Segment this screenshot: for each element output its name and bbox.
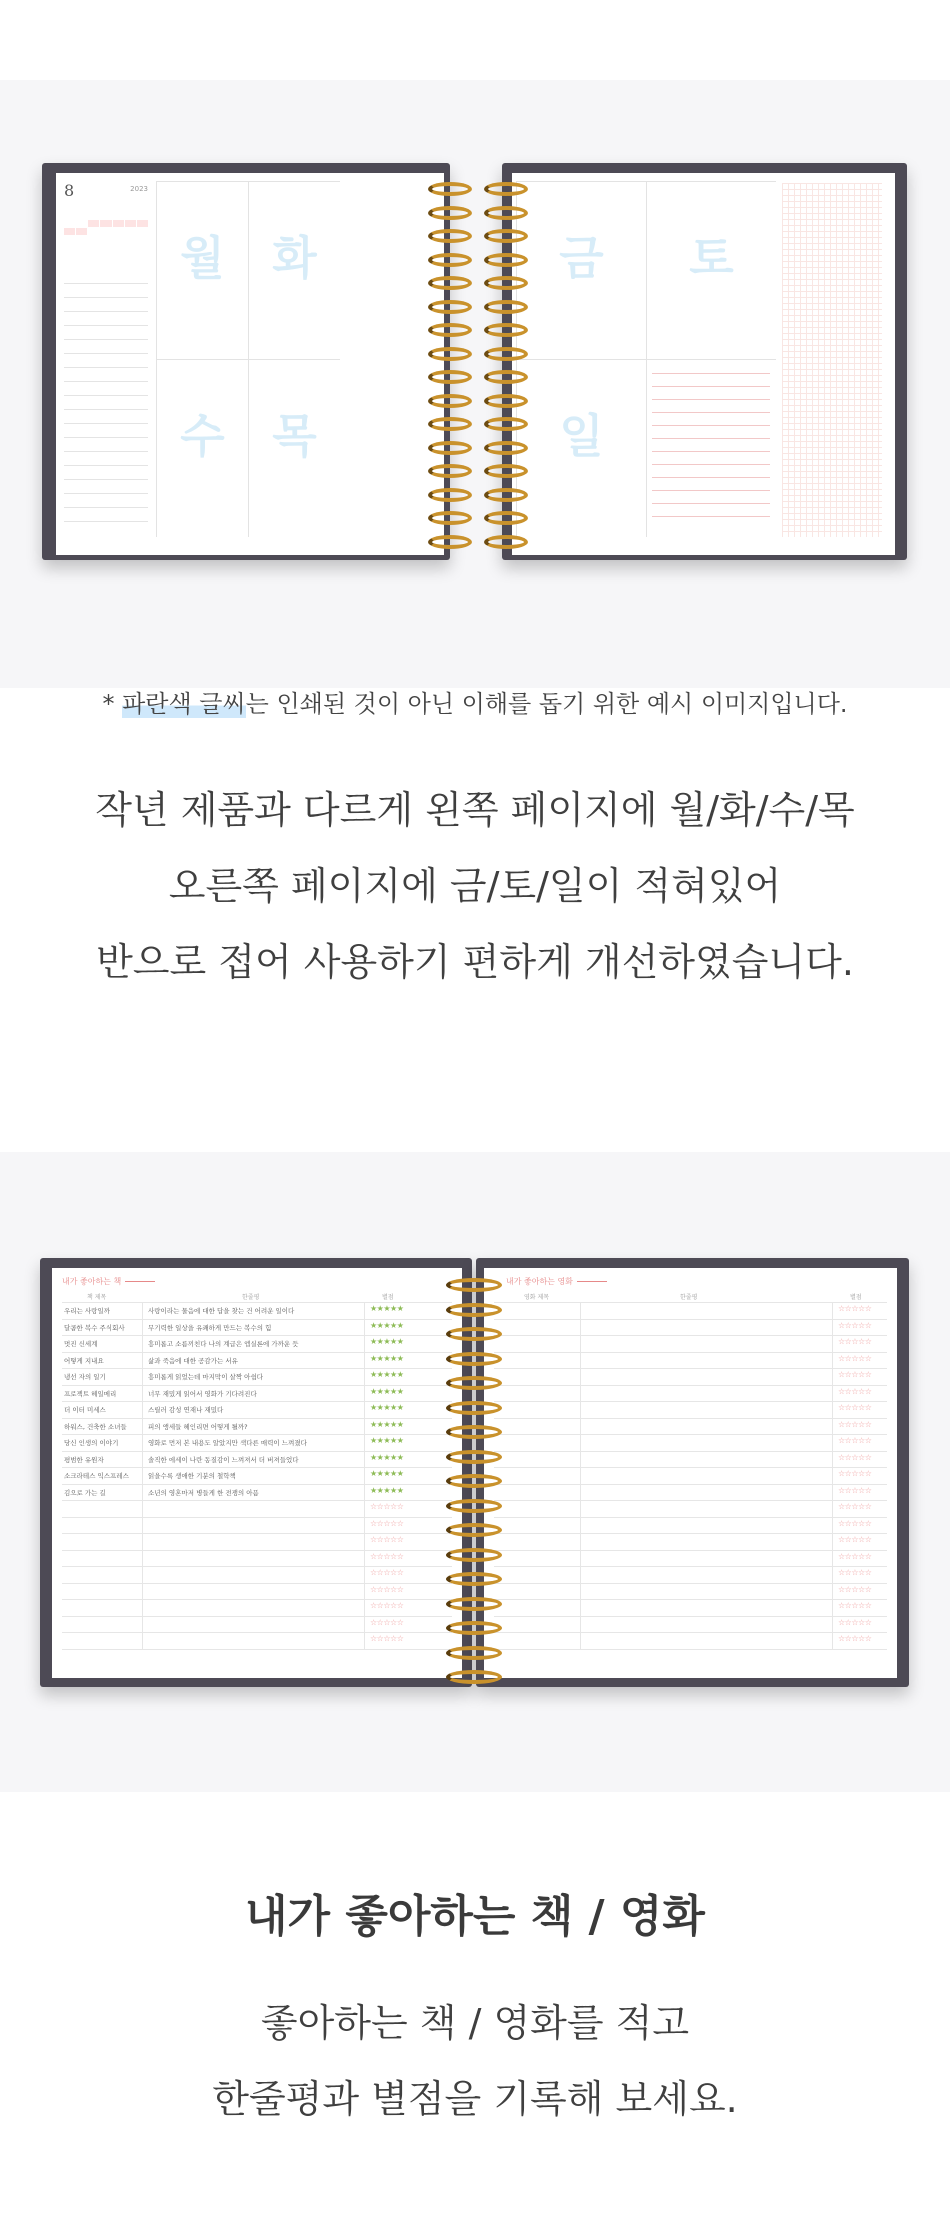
ring <box>446 1303 502 1317</box>
grid-notes-area <box>782 183 882 537</box>
rating-stars: ★★★★★ <box>370 1419 404 1429</box>
mini-calendar-month: 8 <box>64 181 75 200</box>
book-review-cell: 무기력한 일상을 유쾌하게 만드는 복수의 힘 <box>148 1323 272 1332</box>
book-title-cell: 평범한 유원자 <box>64 1455 104 1464</box>
movie-list-title: 내가 좋아하는 영화 <box>506 1276 607 1287</box>
book-title-cell: 소크라테스 익스프레스 <box>64 1472 129 1480</box>
ring <box>446 1523 502 1537</box>
rating-stars: ☆☆☆☆☆ <box>370 1502 404 1511</box>
left-column-line <box>64 507 148 508</box>
rating-stars: ☆☆☆☆☆ <box>370 1601 404 1610</box>
row-line <box>494 1632 887 1633</box>
feature-heading: 내가 좋아하는 책 / 영화 <box>245 1891 705 1942</box>
ring <box>446 1621 502 1635</box>
mini-calendar-cell <box>76 236 87 243</box>
ring <box>484 323 528 337</box>
book-title-cell: 냉선 자의 일기 <box>64 1373 106 1381</box>
notes-line <box>652 451 770 452</box>
ring <box>428 206 472 220</box>
left-column-line <box>64 353 148 354</box>
rating-stars: ☆☆☆☆☆ <box>370 1568 404 1577</box>
mini-calendar-cell <box>137 212 148 219</box>
book-review-cell: 흥미롭게 읽었는데 마지막이 살짝 아쉽다 <box>148 1373 264 1381</box>
day-label-sun: 일 <box>559 409 604 463</box>
book-list-title: 내가 좋아하는 책 <box>62 1276 155 1287</box>
book-review-cell: 사랑이라는 물음에 대한 답을 찾는 건 어려운 일이다 <box>148 1307 295 1315</box>
rating-stars: ☆☆☆☆☆ <box>838 1551 872 1561</box>
ring <box>484 300 528 314</box>
row-line <box>494 1335 887 1336</box>
caption-star: * <box>102 690 115 718</box>
book-review-cell: 삶과 죽음에 대한 공감가는 서유 <box>148 1356 238 1365</box>
row-line <box>62 1434 452 1435</box>
mini-calendar-cell <box>64 204 75 211</box>
rating-stars: ☆☆☆☆☆ <box>370 1634 404 1643</box>
ring <box>428 417 472 431</box>
book-header-review: 한줄평 <box>242 1294 260 1301</box>
rating-stars: ☆☆☆☆☆ <box>370 1535 404 1544</box>
book-title-cell: 김으로 가는 길 <box>64 1488 106 1497</box>
book-review-cell: 피의 앵세들 헤인리면 어떻게 될까? <box>148 1422 248 1431</box>
book-title-cell: 우리는 사랑일까 <box>64 1307 111 1315</box>
mini-calendar-cell <box>125 228 136 235</box>
book-header-title: 책 제목 <box>87 1294 107 1301</box>
book-list-page <box>52 1268 462 1678</box>
mini-calendar-cell <box>125 212 136 219</box>
planner-right-page <box>512 173 895 555</box>
day-cell-mon <box>156 181 248 359</box>
mini-calendar-cell <box>100 220 111 227</box>
notes-line <box>652 386 770 387</box>
rating-stars: ★★★★★ <box>370 1485 404 1495</box>
mini-calendar-cell <box>76 220 87 227</box>
row-line <box>62 1533 452 1534</box>
rating-stars: ☆☆☆☆☆ <box>838 1419 872 1429</box>
mini-calendar-grid <box>64 204 148 243</box>
mini-calendar-cell <box>113 220 124 227</box>
day-label-wed: 수 <box>180 409 225 463</box>
rating-stars: ★★★★★ <box>370 1436 404 1445</box>
row-line <box>62 1599 452 1600</box>
notes-line <box>652 399 770 400</box>
notes-line <box>652 412 770 413</box>
description-line: 작년 제품과 다르게 왼쪽 페이지에 월/화/수/목 <box>95 788 855 832</box>
book-review-cell: 소년의 영혼마저 병들게 한 전쟁의 아픔 <box>148 1488 259 1497</box>
column-divider <box>580 1302 581 1649</box>
left-column-line <box>64 465 148 466</box>
row-line <box>494 1418 887 1419</box>
rating-stars: ★★★★★ <box>370 1304 404 1313</box>
ring <box>484 206 528 220</box>
column-divider <box>142 1302 143 1649</box>
mini-calendar-cell <box>113 212 124 219</box>
ring <box>484 370 528 384</box>
book-review-cell: 스릴러 감성 연재나 재밌다 <box>148 1406 224 1414</box>
day-cell-tue <box>248 181 340 359</box>
book-review-cell: 읽을수록 생애한 기분의 철학책 <box>148 1472 236 1480</box>
row-line <box>62 1302 452 1303</box>
day-cell-fri <box>516 181 646 359</box>
day-label-fri: 금 <box>559 231 604 285</box>
mini-calendar-cell <box>64 220 75 227</box>
ring <box>446 1646 502 1660</box>
mini-calendar-cell <box>137 236 148 243</box>
left-column-line <box>64 479 148 480</box>
ring <box>428 253 472 267</box>
ring <box>446 1572 502 1586</box>
rating-stars: ☆☆☆☆☆ <box>838 1452 872 1462</box>
left-column-line <box>64 381 148 382</box>
row-line <box>62 1352 452 1353</box>
rating-stars: ☆☆☆☆☆ <box>838 1634 872 1643</box>
ring <box>428 441 472 455</box>
book-title-cell: 달콤한 복수 주식회사 <box>64 1323 125 1332</box>
day-label-sat: 토 <box>689 231 734 285</box>
row-line <box>494 1319 887 1320</box>
row-line <box>62 1550 452 1551</box>
book-review-cell: 너무 재밌게 읽어서 영화가 기다려진다 <box>148 1389 257 1398</box>
ring <box>446 1278 502 1292</box>
ring <box>484 511 528 525</box>
day-label-mon: 월 <box>180 231 225 285</box>
row-line <box>494 1434 887 1435</box>
mini-calendar-cell <box>64 228 75 235</box>
row-line <box>494 1550 887 1551</box>
row-line <box>62 1566 452 1567</box>
row-line <box>494 1599 887 1600</box>
row-line <box>494 1451 887 1452</box>
rating-stars: ☆☆☆☆☆ <box>370 1584 404 1594</box>
left-column-line <box>64 297 148 298</box>
ring <box>446 1670 502 1684</box>
row-line <box>62 1368 452 1369</box>
book-title-cell: 어떻게 지내요 <box>64 1356 104 1365</box>
mini-calendar-cell <box>113 228 124 235</box>
left-column-line <box>64 325 148 326</box>
row-line <box>494 1616 887 1617</box>
mini-calendar-cell <box>100 236 111 243</box>
book-review-cell: 솔직한 에세이 나란 동질감이 느껴져서 더 버져들었다 <box>148 1455 299 1464</box>
mini-calendar-cell <box>125 220 136 227</box>
row-line <box>494 1533 887 1534</box>
mini-calendar-cell <box>125 204 136 211</box>
day-cell-sun <box>516 359 646 537</box>
mini-calendar-cell <box>113 204 124 211</box>
notes-line <box>652 503 770 504</box>
ring <box>484 464 528 478</box>
left-column-line <box>64 395 148 396</box>
ring <box>428 535 472 549</box>
list-right-cover <box>476 1258 909 1687</box>
notes-line <box>652 373 770 374</box>
mini-calendar-year: 2023 <box>130 185 148 193</box>
movie-list-page <box>484 1268 897 1678</box>
rating-stars: ★★★★★ <box>370 1370 404 1379</box>
ring <box>428 276 472 290</box>
rating-stars: ☆☆☆☆☆ <box>838 1485 872 1495</box>
planner-right-cover <box>502 163 907 560</box>
left-column-line <box>64 493 148 494</box>
row-line <box>62 1616 452 1617</box>
mini-calendar-cell <box>88 204 99 211</box>
ring <box>428 182 472 196</box>
ring <box>484 417 528 431</box>
row-line <box>62 1517 452 1518</box>
row-line <box>62 1385 452 1386</box>
description-line: 반으로 접어 사용하기 편하게 개선하였습니다. <box>96 940 854 984</box>
row-line <box>62 1583 452 1584</box>
movie-header-rating: 별점 <box>850 1294 862 1301</box>
book-title-cell: 프로젝트 헤일메리 <box>64 1389 117 1398</box>
left-column-line <box>64 437 148 438</box>
mini-calendar-cell <box>100 212 111 219</box>
ring <box>428 464 472 478</box>
row-line <box>494 1500 887 1501</box>
ring <box>446 1401 502 1415</box>
rating-stars: ☆☆☆☆☆ <box>838 1370 872 1379</box>
rating-stars: ☆☆☆☆☆ <box>838 1601 872 1610</box>
notes-line <box>652 438 770 439</box>
row-line <box>494 1302 887 1303</box>
row-line <box>62 1467 452 1468</box>
ring <box>428 370 472 384</box>
movie-header-review: 한줄평 <box>680 1294 698 1301</box>
ring <box>484 276 528 290</box>
book-title-cell: 멋진 신세계 <box>64 1340 98 1348</box>
left-column-line <box>64 339 148 340</box>
feature-line: 한줄평과 별점을 기록해 보세요. <box>212 2077 738 2121</box>
ring <box>484 253 528 267</box>
rating-stars: ☆☆☆☆☆ <box>838 1403 872 1412</box>
row-line <box>62 1401 452 1402</box>
row-line <box>494 1517 887 1518</box>
day-label-thu: 목 <box>272 409 317 463</box>
rating-stars: ☆☆☆☆☆ <box>370 1518 404 1528</box>
mini-calendar-cell <box>113 236 124 243</box>
ring <box>484 488 528 502</box>
rating-stars: ☆☆☆☆☆ <box>838 1568 872 1577</box>
ring <box>428 229 472 243</box>
rating-stars: ☆☆☆☆☆ <box>838 1386 872 1396</box>
mini-calendar-cell <box>76 212 87 219</box>
mini-calendar-cell <box>88 236 99 243</box>
notes-line <box>652 516 770 517</box>
ring <box>446 1474 502 1488</box>
ring <box>484 394 528 408</box>
weekly-planner-photo <box>0 80 950 718</box>
ring <box>428 300 472 314</box>
column-divider <box>364 1302 365 1649</box>
book-review-cell: 흥미롭고 소름끼친다 나의 계급은 엡실론에 가까운 듯 <box>148 1340 299 1348</box>
book-title-cell: 더 이터 미세스 <box>64 1406 106 1414</box>
rating-stars: ★★★★★ <box>370 1403 404 1412</box>
rating-stars: ☆☆☆☆☆ <box>838 1617 872 1627</box>
book-title-cell: 당신 인생의 이야기 <box>64 1439 119 1447</box>
rating-stars: ☆☆☆☆☆ <box>838 1584 872 1594</box>
row-line <box>62 1451 452 1452</box>
ring <box>446 1450 502 1464</box>
day-cell-wed <box>156 359 248 537</box>
book-review-cell: 영화로 먼저 본 내용도 알았지만 색다른 매력이 느껴졌다 <box>148 1439 307 1447</box>
day-cell-thu <box>248 359 340 537</box>
ring <box>446 1327 502 1341</box>
row-line <box>62 1632 452 1633</box>
column-divider <box>832 1302 833 1649</box>
notes-line <box>652 425 770 426</box>
left-column-line <box>64 283 148 284</box>
book-title-cell: 하워스, 건축한 소녀들 <box>64 1422 127 1431</box>
rating-stars: ★★★★★ <box>370 1452 404 1462</box>
notes-line <box>652 490 770 491</box>
ring <box>484 347 528 361</box>
book-movie-list-photo <box>0 1152 950 1792</box>
rating-stars: ★★★★★ <box>370 1320 404 1330</box>
day-label-tue: 화 <box>272 231 317 285</box>
ring <box>484 182 528 196</box>
rating-stars: ☆☆☆☆☆ <box>838 1535 872 1544</box>
mini-calendar-cell <box>64 236 75 243</box>
planner-left-page <box>56 173 444 555</box>
rating-stars: ★★★★★ <box>370 1469 404 1478</box>
description-line: 오른쪽 페이지에 금/토/일이 적혀있어 <box>168 864 782 908</box>
ring <box>428 323 472 337</box>
row-line <box>62 1649 452 1650</box>
example-caption <box>0 684 950 719</box>
list-left-cover <box>40 1258 472 1687</box>
rating-stars: ☆☆☆☆☆ <box>838 1353 872 1363</box>
ring <box>428 488 472 502</box>
rating-stars: ☆☆☆☆☆ <box>370 1617 404 1627</box>
mini-calendar-cell <box>88 228 99 235</box>
left-column-line <box>64 409 148 410</box>
row-line <box>62 1418 452 1419</box>
row-line <box>494 1649 887 1650</box>
caption-text: 는 인쇄된 것이 아닌 이해를 돕기 위한 예시 이미지입니다. <box>245 690 848 718</box>
ring <box>484 229 528 243</box>
mini-calendar-cell <box>125 236 136 243</box>
feature-line: 좋아하는 책 / 영화를 적고 <box>260 2001 690 2045</box>
ring <box>428 511 472 525</box>
rating-stars: ☆☆☆☆☆ <box>838 1502 872 1511</box>
mini-calendar-cell <box>137 220 148 227</box>
row-line <box>62 1335 452 1336</box>
ring <box>446 1548 502 1562</box>
ring <box>428 347 472 361</box>
rating-stars: ☆☆☆☆☆ <box>838 1436 872 1445</box>
improvement-description <box>0 772 950 1000</box>
left-column-line <box>64 311 148 312</box>
row-line <box>494 1467 887 1468</box>
mini-calendar <box>64 181 148 243</box>
row-line <box>494 1368 887 1369</box>
row-line <box>494 1352 887 1353</box>
left-column-line <box>64 367 148 368</box>
left-column-line <box>64 423 148 424</box>
rating-stars: ☆☆☆☆☆ <box>370 1551 404 1561</box>
planner-left-cover <box>42 163 450 560</box>
rating-stars: ☆☆☆☆☆ <box>838 1337 872 1346</box>
ring <box>446 1376 502 1390</box>
mini-calendar-cell <box>76 204 87 211</box>
row-line <box>62 1500 452 1501</box>
mini-calendar-cell <box>137 228 148 235</box>
ring <box>446 1425 502 1439</box>
row-line <box>494 1566 887 1567</box>
mini-calendar-cell <box>137 204 148 211</box>
row-line <box>62 1484 452 1485</box>
day-cell-sat <box>646 181 776 359</box>
mini-calendar-cell <box>88 212 99 219</box>
caption-highlight: 파란색 글씨 <box>122 690 246 718</box>
notes-line <box>652 477 770 478</box>
mini-calendar-cell <box>100 228 111 235</box>
rating-stars: ☆☆☆☆☆ <box>838 1469 872 1478</box>
book-header-rating: 별점 <box>382 1294 394 1301</box>
mini-calendar-cell <box>88 220 99 227</box>
rating-stars: ☆☆☆☆☆ <box>838 1518 872 1528</box>
rating-stars: ★★★★★ <box>370 1337 404 1346</box>
ring <box>446 1597 502 1611</box>
movie-header-title: 영화 제목 <box>524 1294 550 1301</box>
rating-stars: ★★★★★ <box>370 1353 404 1363</box>
mini-calendar-cell <box>100 204 111 211</box>
mini-calendar-cell <box>76 228 87 235</box>
rating-stars: ☆☆☆☆☆ <box>838 1304 872 1313</box>
rating-stars: ☆☆☆☆☆ <box>838 1320 872 1330</box>
row-line <box>494 1401 887 1402</box>
rating-stars: ★★★★★ <box>370 1386 404 1396</box>
row-line <box>494 1583 887 1584</box>
row-line <box>62 1319 452 1320</box>
ring <box>484 441 528 455</box>
row-line <box>494 1484 887 1485</box>
ring <box>446 1352 502 1366</box>
ring <box>428 394 472 408</box>
ring <box>484 535 528 549</box>
row-line <box>494 1385 887 1386</box>
left-column-line <box>64 451 148 452</box>
notes-line <box>652 464 770 465</box>
mini-calendar-cell <box>64 212 75 219</box>
ring <box>446 1499 502 1513</box>
feature-description <box>0 1985 950 2137</box>
left-column-line <box>64 521 148 522</box>
